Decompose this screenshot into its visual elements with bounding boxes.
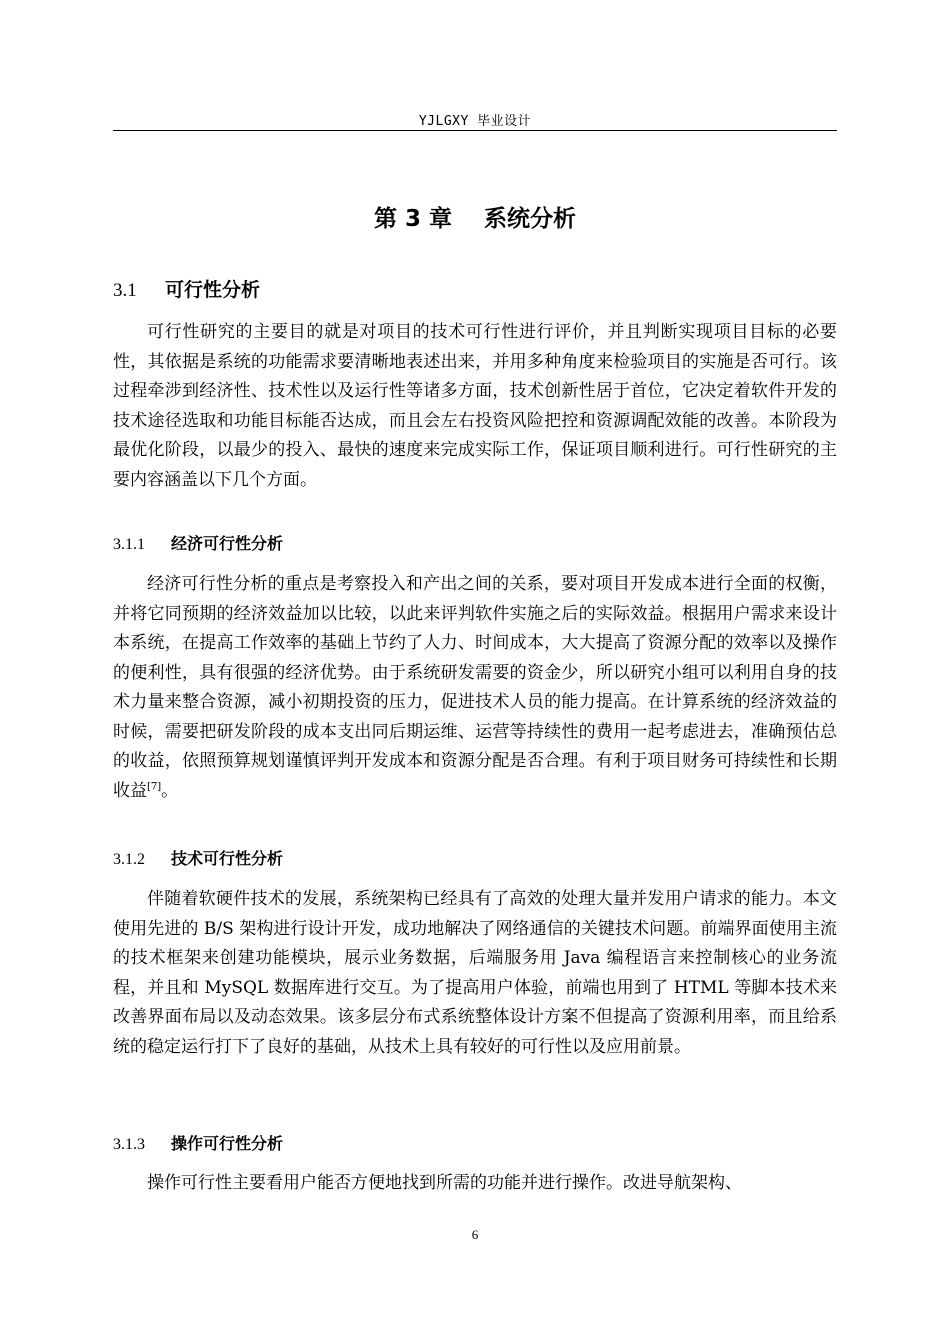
subsection-title: 经济可行性分析 bbox=[171, 534, 284, 553]
section-title: 可行性分析 bbox=[165, 279, 261, 301]
chapter-title: 第 3 章 系统分析 bbox=[373, 206, 577, 232]
section-intro-paragraph: 可行性研究的主要目的就是对项目的技术可行性进行评价，并且判断实现项目目标的必要性，其依据是系统的功能需求要清晰地表述出来，并用多种角度来检验项目的实施是否可行。该过程牵涉到经济性、技术性以及运行性等诸多方面，技术创新性居于首位，它决定着软件开发的技术途径选取和功能目标能否达成，而且会左右投资风险把控和资源调配效能的改善。本阶段为最优化阶段，以最少的投入、最快的速度来完成实际工作，保证项目顺利进行。可行性研究的主要内容涵盖以下几个方面。 bbox=[113, 322, 837, 490]
subsection-title: 操作可行性分析 bbox=[171, 1134, 284, 1153]
section-number: 3.1 bbox=[113, 280, 137, 301]
subsection-heading-operational bbox=[113, 1131, 283, 1154]
economic-paragraph bbox=[113, 570, 837, 806]
technical-paragraph: 伴随着软硬件技术的发展，系统架构已经具有了高效的处理大量并发用户请求的能力。本文使用先进的 B/S 架构进行设计开发，成功地解决了网络通信的关键技术问题。前端界面使用主流的技术框架来创建功能模块，展示业务数据，后端服务用 Java 编程语言来控制核心的业务流程，并且和 MySQL 数据库进行交互。为了提高用户体验，前端也用到了 HTML 等脚本技术来改善界面布局以及动态效果。该多层分布式系统整体设计方案不但提高了资源利用率，而且给系统的稳定运行打下了良好的基础，从技术上具有较好的可行性以及应用前景。 bbox=[113, 889, 837, 1057]
operational-paragraph: 操作可行性主要看用户能否方便地找到所需的功能并进行操作。改进导航架构、 bbox=[147, 1173, 742, 1193]
subsection-heading-technical bbox=[113, 846, 283, 869]
economic-paragraph-end: 。 bbox=[161, 780, 179, 801]
page-number: 6 bbox=[471, 1227, 479, 1242]
subsection-title: 技术可行性分析 bbox=[171, 849, 284, 868]
subsection-number: 3.1.1 bbox=[113, 536, 145, 553]
section-heading bbox=[113, 275, 260, 302]
citation-reference: [7] bbox=[147, 780, 162, 792]
header-rule bbox=[113, 130, 837, 131]
subsection-number: 3.1.2 bbox=[113, 851, 145, 868]
economic-paragraph-text: 经济可行性分析的重点是考察投入和产出之间的关系，要对项目开发成本进行全面的权衡，并将它同预期的经济效益加以比较，以此来评判软件实施之后的实际效益。根据用户需求来设计本系统，在提高工作效率的基础上节约了人力、时间成本，大大提高了资源分配的效率以及操作的便利性，具有很强的经济优势。由于系统研发需要的资金少，所以研究小组可以利用自身的技术力量来整合资源，减小初期投资的压力，促进技术人员的能力提高。在计算系统的经济效益的时候，需要把研发阶段的成本支出同后期运维、运营等持续性的费用一起考虑进去，准确预估总的收益，依照预算规划谨慎评判开发成本和资源分配是否合理。有利于项目财务可持续性和长期收益 bbox=[113, 574, 837, 801]
subsection-number: 3.1.3 bbox=[113, 1136, 145, 1153]
subsection-heading-economic bbox=[113, 531, 283, 554]
running-header: YJLGXY 毕业设计 bbox=[418, 114, 532, 129]
